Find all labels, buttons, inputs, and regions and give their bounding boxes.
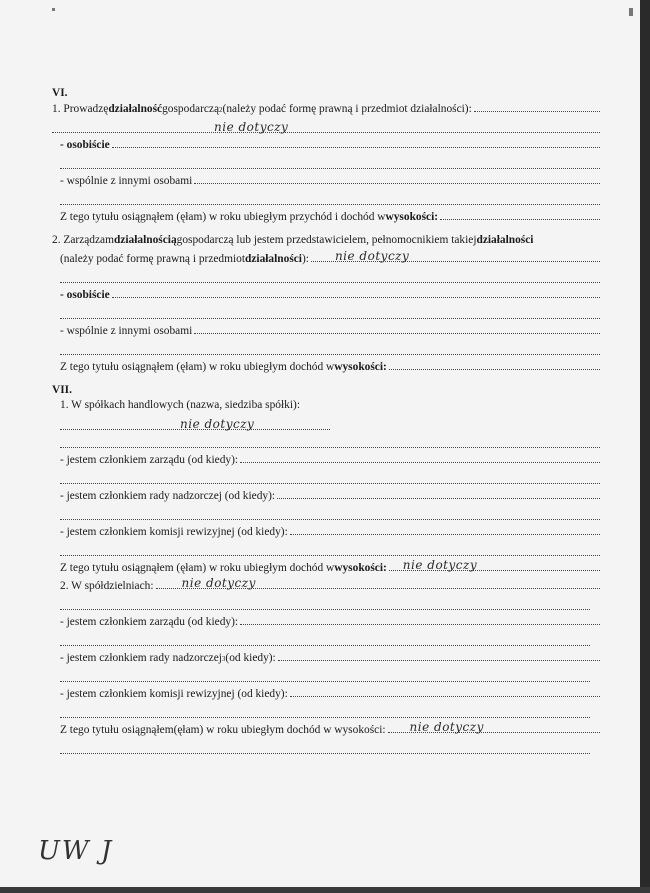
s6-q2-joint-line: - wspólnie z innymi osobami	[52, 323, 600, 337]
scan-speck	[52, 8, 55, 11]
s7-q1-answer-line	[60, 416, 330, 430]
s6-q1-fill	[474, 101, 600, 112]
form-content	[52, 84, 600, 758]
scan-speck	[629, 8, 633, 16]
s7-q2-handwritten-income: nie dotyczy	[409, 720, 484, 734]
s7-q1-board-line: - jestem członkiem zarządu (od kiedy):	[52, 452, 600, 466]
s6-q2-line: 2. Zarządzam działalnością gospodarczą lub jestem przedstawicielem, pełnomocnikiem takiej działalności	[52, 234, 534, 246]
scan-edge-right	[640, 0, 650, 893]
section-vi-heading: VI.	[52, 87, 68, 99]
s6-q2-handwritten-answer: nie dotyczy	[334, 249, 410, 263]
s7-q1-handwritten-income: nie dotyczy	[402, 558, 478, 572]
s7-q2-supervisory-line: - jestem członkiem rady nadzorczej 3 (od kiedy):	[52, 650, 600, 664]
s7-q2-audit-line: - jestem członkiem komisji rewizyjnej (od kiedy):	[52, 686, 600, 700]
s7-q1-handwritten-answer: nie dotyczy	[180, 417, 255, 431]
s7-q2-board-line: - jestem członkiem zarządu (od kiedy):	[52, 614, 600, 628]
s7-q1-audit-line: - jestem członkiem komisji rewizyjnej (od kiedy):	[52, 524, 600, 538]
s6-q2-income-line: Z tego tytułu osiągnąłem (ęłam) w roku ubiegłym dochód w wysokości:	[52, 359, 600, 373]
s6-q1-answer-line	[52, 119, 600, 133]
s6-q1-income-line: Z tego tytułu osiągnąłem (ęłam) w roku ubiegłym przychód i dochód w wysokości:	[52, 209, 600, 223]
s6-q2-personal-line: - osobiście	[52, 287, 600, 301]
section-vii-heading: VII.	[52, 384, 72, 396]
s7-q2-handwritten-answer: nie dotyczy	[181, 576, 256, 590]
s6-q2-line-2: (należy podać formę prawną i przedmiot działalności ): nie dotyczy	[52, 251, 600, 265]
s7-q2-title: 2. W spółdzielniach: nie dotyczy	[52, 578, 600, 592]
s6-q1-joint-line: - wspólnie z innymi osobami	[52, 173, 600, 187]
handwritten-signature: UW J	[38, 836, 114, 866]
s7-q1-title: 1. W spółkach handlowych (nazwa, siedziba spółki):	[60, 399, 300, 411]
scan-edge-bottom	[0, 887, 650, 893]
s6-q1-line: 1. Prowadzę działalność gospodarczą 2 (należy podać formę prawną i przedmiot działalności):	[52, 101, 600, 115]
s7-q1-income-line: Z tego tytułu osiągnąłem (ęłam) w roku ubiegłym dochód w wysokości: nie dotyczy	[52, 560, 600, 574]
s6-q1-personal-line: - osobiście	[52, 137, 600, 151]
s7-q2-income-line: Z tego tytułu osiągnąłem(ęłam) w roku ubiegłym dochód w wysokości: nie dotyczy	[52, 722, 600, 736]
s6-q1-handwritten-answer: nie dotyczy	[214, 120, 289, 134]
s7-q1-supervisory-line: - jestem członkiem rady nadzorczej (od kiedy):	[52, 488, 600, 502]
